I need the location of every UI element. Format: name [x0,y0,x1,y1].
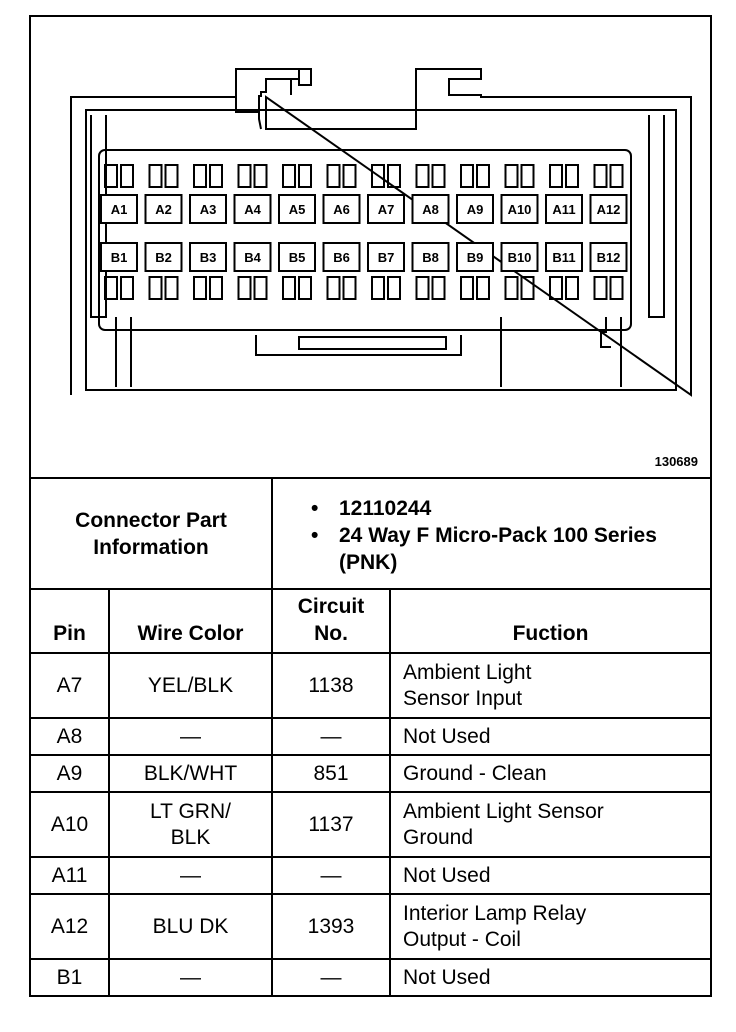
pin-cell-line1: A8 [56,724,83,748]
pin-cavity-b2 [146,243,182,299]
function-cell-line1: Not Used [403,966,491,989]
pin-label: B2 [155,250,172,265]
header-pin: Pin [31,589,109,653]
circuit-cell-line1: 1393 [307,914,355,938]
header-function: Fuction [390,589,710,653]
pin-label: A12 [596,202,621,217]
wire-color-cell-line2: BLK [170,825,211,849]
pin-label: B1 [110,250,128,265]
right-guide [649,115,664,317]
pin-cell [31,718,109,755]
pin-label: B12 [596,250,621,265]
pin-cell [31,755,109,792]
wire-color-cell-line1: LT GRN/ [150,799,231,823]
pin-label: B9 [466,250,484,265]
pin-label: B3 [199,250,217,265]
header-circuit-line1: Circuit [297,595,365,618]
pin-cavity-b8 [413,243,449,299]
wire-color-cell [109,959,272,996]
pin-latch-icon [150,277,178,299]
pin-label: A9 [466,202,484,217]
pin-label: B10 [507,250,532,265]
connector-face-diagram [31,17,710,477]
pin-cavity-a10 [502,165,538,223]
pin-latch-icon [283,277,311,299]
pin-cavity-a3 [190,165,226,223]
circuit-cell [272,792,390,857]
function-cell-line1: Not Used [403,863,491,887]
pin-cavity-b5 [279,243,315,299]
bottom-latch [256,335,461,355]
circuit-cell-line1: — [320,724,342,748]
function-cell [390,894,710,959]
table-row [31,718,710,755]
function-cell-line1: Ground - Clean [403,761,547,785]
pin-cell [31,653,109,718]
pin-row-b [101,243,627,299]
pin-cell [31,894,109,959]
pinout-table [31,477,710,996]
connector-info-label [31,478,272,589]
pin-latch-icon [105,165,133,187]
header-circuit-line2: No. [314,622,348,645]
pin-label: A11 [552,202,576,217]
table-header-row [31,589,710,653]
pin-label: A3 [199,202,217,217]
figure-number: 130689 [654,454,698,469]
wire-color-cell-line1: — [180,966,201,989]
pin-cell [31,857,109,894]
pin-cell-line1: A11 [51,863,88,887]
circuit-cell [272,857,390,894]
pin-label: B5 [288,250,306,265]
wire-color-cell-line1: YEL/BLK [147,673,234,697]
wire-color-cell [109,894,272,959]
connector-sheet [29,15,712,997]
pin-label: B4 [244,250,261,265]
pin-latch-icon [283,165,311,187]
circuit-cell-line1: — [320,966,342,989]
pin-cavity-b11 [546,243,582,299]
circuit-cell [272,718,390,755]
pin-latch-icon [105,277,133,299]
pin-latch-icon [372,165,400,187]
pin-label: A7 [377,202,395,217]
function-cell [390,857,710,894]
pin-cell-line1: A12 [50,914,89,938]
pin-cavity-b9 [457,243,493,299]
pinout-rows [31,653,710,996]
pin-cavity-a9 [457,165,493,223]
pin-field [99,150,631,330]
function-cell [390,959,710,996]
table-row [31,653,710,718]
pin-latch-icon [417,165,445,187]
pin-latch-icon [328,277,356,299]
pin-latch-icon [150,165,178,187]
pin-latch-icon [417,277,445,299]
pin-cavity-b6 [324,243,360,299]
table-row [31,857,710,894]
connector-drawing [31,17,710,477]
table-row [31,792,710,857]
connector-info-row [31,478,710,589]
pin-latch-icon [239,277,267,299]
function-cell-line1: Ambient Light Sensor [403,799,604,823]
pin-label: A6 [333,202,350,217]
pin-latch-icon [506,165,534,187]
pin-latch-icon [328,165,356,187]
pin-row-a [101,165,627,223]
wire-color-cell [109,792,272,857]
pin-cell-line1: B1 [56,966,83,989]
wire-color-cell-line1: — [180,863,201,887]
function-cell [390,755,710,792]
table-row [31,959,710,996]
pin-cavity-b12 [591,243,627,299]
wire-color-cell [109,857,272,894]
pin-cavity-b7 [368,243,404,299]
connector-info-label-line2: Information [93,535,209,559]
connector-description: • 24 Way F Micro-Pack 100 Series (PNK) [311,522,710,576]
pin-label: A5 [288,202,306,217]
pin-cavity-b3 [190,243,226,299]
circuit-cell-line1: 1137 [308,812,354,836]
wire-color-cell [109,755,272,792]
pin-label: A4 [244,202,261,217]
pin-cavity-a12 [591,165,627,223]
pin-cavity-b4 [235,243,271,299]
function-cell-line1: Ambient Light [403,660,532,684]
function-cell-line2: Ground [403,825,474,849]
circuit-cell-line1: — [320,863,342,887]
circuit-cell-line1: 851 [313,761,349,785]
circuit-cell [272,894,390,959]
pin-cavity-a2 [146,165,182,223]
function-cell-line2: Output - Coil [403,927,521,951]
wire-color-cell-line1: — [180,724,201,748]
pin-label: A2 [155,202,172,217]
pin-latch-icon [372,277,400,299]
pin-latch-icon [194,165,222,187]
circuit-cell [272,653,390,718]
wire-color-cell [109,718,272,755]
wire-color-cell-line1: BLU DK [152,914,229,938]
pin-cavity-a4 [235,165,271,223]
pin-cell-line1: A7 [56,673,83,697]
pin-latch-icon [461,277,489,299]
function-cell-line2: Sensor Input [403,686,523,710]
circuit-cell [272,959,390,996]
part-number: • 12110244 [311,495,710,522]
circuit-cell-line1: 1138 [308,673,354,697]
pin-latch-icon [550,277,578,299]
connector-info-values [272,478,710,589]
pin-latch-icon [194,277,222,299]
table-row [31,894,710,959]
header-circuit [272,589,390,653]
pin-label: B6 [333,250,350,265]
table-row [31,755,710,792]
pin-latch-icon [595,277,623,299]
function-cell [390,718,710,755]
pin-latch-icon [239,165,267,187]
pin-label: A10 [507,202,532,217]
pin-cell [31,792,109,857]
housing-outline [71,69,691,395]
pin-cell [31,959,109,996]
connector-info-label-line1: Connector Part [75,508,227,532]
header-wire-color: Wire Color [109,589,272,653]
pin-cavity-a6 [324,165,360,223]
pin-label: B11 [552,250,576,265]
pin-cavity-a11 [546,165,582,223]
function-cell [390,792,710,857]
wire-color-cell-line1: BLK/WHT [143,761,238,785]
pin-cell-line1: A9 [56,761,83,785]
pin-latch-icon [506,277,534,299]
function-cell-line1: Interior Lamp Relay [403,901,587,925]
pin-cavity-a5 [279,165,315,223]
function-cell-line1: Not Used [403,724,491,748]
pin-label: A1 [110,202,128,217]
pin-latch-icon [461,165,489,187]
function-cell [390,653,710,718]
pin-cavity-a7 [368,165,404,223]
pin-label: A8 [422,202,439,217]
pin-latch-icon [550,165,578,187]
pin-cavity-b10 [502,243,538,299]
pin-cell-line1: A10 [50,812,89,836]
bottom-rails [116,317,621,387]
circuit-cell [272,755,390,792]
pin-latch-icon [595,165,623,187]
wire-color-cell [109,653,272,718]
pin-cavity-a8 [413,165,449,223]
pin-label: B7 [377,250,395,265]
pin-label: B8 [422,250,439,265]
